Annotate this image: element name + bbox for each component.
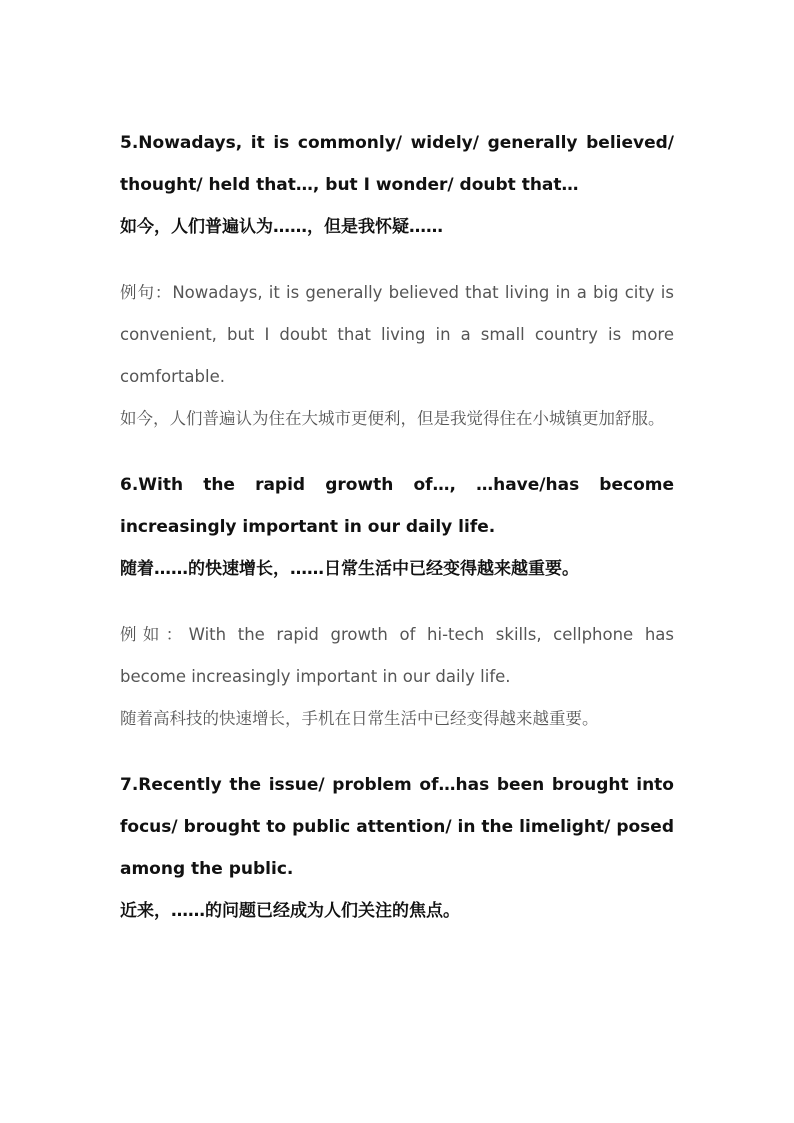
example-sentence-zh: 随着高科技的快速增长，手机在日常生活中已经变得越来越重要。 — [120, 709, 599, 728]
phrase-heading-en: 6.With the rapid growth of…, …have/has become increasingly important in our daily life. — [120, 475, 674, 537]
phrase-section-7 — [120, 764, 674, 932]
spacer — [120, 740, 674, 764]
phrase-heading-en: 7.Recently the issue/ problem of…has been brought into focus/ brought to public attention/ in the limelight/ posed among the public. — [120, 775, 674, 879]
spacer — [120, 248, 674, 272]
phrase-heading-zh: 近来，……的问题已经成为人们关注的焦点。 — [120, 901, 460, 921]
phrase-section-6 — [120, 464, 674, 740]
spacer — [120, 440, 674, 464]
example-sentence-zh: 如今，人们普遍认为住在大城市更便利，但是我觉得住在小城镇更加舒服。 — [120, 409, 665, 428]
document-page — [120, 122, 674, 932]
phrase-heading-zh: 随着……的快速增长，……日常生活中已经变得越来越重要。 — [120, 559, 579, 579]
phrase-heading-en: 5.Nowadays, it is commonly/ widely/ generally believed/ thought/ held that…, but I wonder/ doubt that… — [120, 133, 674, 195]
spacer — [120, 590, 674, 614]
phrase-section-5 — [120, 122, 674, 440]
example-sentence-en: 例句：Nowadays, it is generally believed that living in a big city is convenient, but I doubt that living in a small country is more comfortable. — [120, 283, 674, 386]
phrase-heading-zh: 如今，人们普遍认为……，但是我怀疑…… — [120, 217, 443, 237]
example-sentence-en: 例如：With the rapid growth of hi-tech skills, cellphone has become increasingly important in our daily life. — [120, 625, 674, 686]
